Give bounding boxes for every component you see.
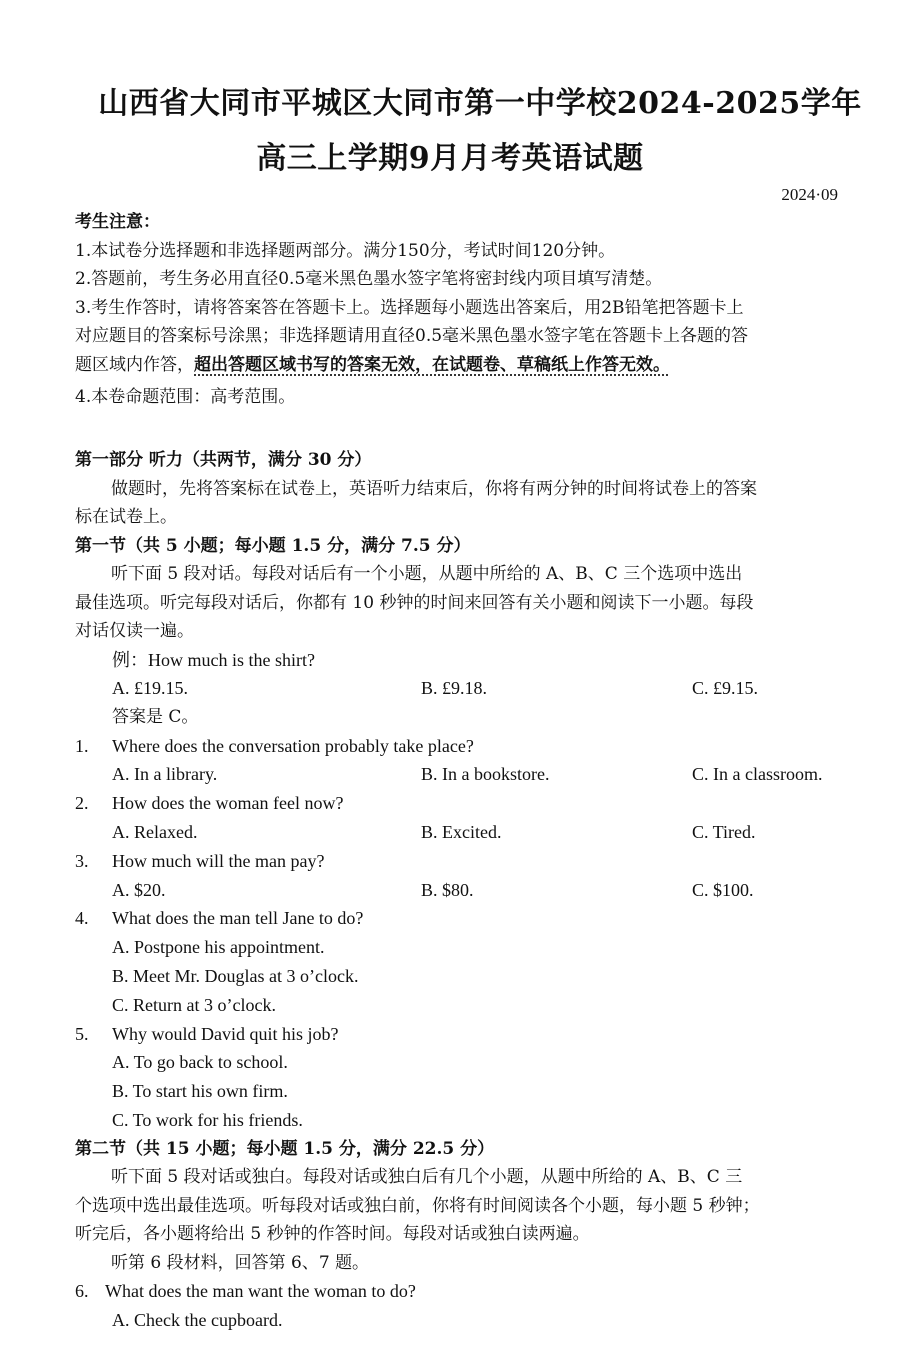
notice-item-2: 2.答题前，考生务必用直径0.5毫米黑色墨水签字笔将密封线内项目填写清楚。 [75, 269, 663, 289]
question-3 [75, 847, 840, 876]
section-two-intro-line1: 听下面 5 段对话或独白。每段对话或独白后有几个小题，从题中所给的 A、B、C 三 [111, 1167, 743, 1188]
option-a: A. To go back to school. [112, 1052, 288, 1073]
notice-item-3-emphasis: 超出答题区域书写的答案无效，在试题卷、草稿纸上作答无效。 [194, 354, 670, 375]
question-2-options [75, 818, 840, 847]
option-a: A. Check the cupboard. [112, 1310, 283, 1331]
section-one-intro-line1: 听下面 5 段对话。每段对话后有一个小题，从题中所给的 A、B、C 三个选项中选出 [111, 564, 743, 584]
option-a: A. In a library. [112, 764, 218, 785]
question-text: Why would David quit his job? [112, 1023, 339, 1044]
option-b: B. Excited. [421, 821, 502, 842]
notice-item-3-plain: 题区域内作答， [75, 354, 194, 375]
part-one-heading: 第一部分 听力（共两节，满分 30 分） [75, 450, 372, 470]
section-one-intro-line2: 最佳选项。听完每段对话后，你都有 10 秒钟的时间来回答有关小题和阅读下一小题。每段 [75, 592, 754, 613]
question-number: 5. [75, 1023, 89, 1044]
notice-item-4: 4.本卷命题范围：高考范围。 [75, 387, 296, 407]
option-c: C. $100. [692, 879, 754, 900]
option-a: A. Relaxed. [112, 821, 198, 842]
section-two-intro-line2: 个选项中选出最佳选项。听每段对话或独白前，你将有时间阅读各个小题，每小题 5 秒钟； [75, 1195, 760, 1216]
notice-item-3-line1: 3.考生作答时，请将答案答在答题卡上。选择题每小题选出答案后，用2B铅笔把答题卡上 [75, 297, 744, 318]
option-a: A. Postpone his appointment. [112, 937, 325, 958]
part-one-intro-line2: 标在试卷上。 [75, 507, 177, 527]
exam-date: 2024·09 [781, 185, 838, 204]
exam-title-line1: 山西省大同市平城区大同市第一中学校2024-2025学年 [98, 86, 862, 121]
question-number: 2. [75, 793, 89, 814]
question-number: 3. [75, 850, 89, 871]
section-two-intro-line3: 听完后，各小题将给出 5 秒钟的作答时间。每段对话或独白读两遍。 [75, 1224, 590, 1245]
question-text: What does the man want the woman to do? [105, 1281, 416, 1302]
option-b: B. In a bookstore. [421, 764, 550, 785]
option-c: C. To work for his friends. [112, 1109, 303, 1130]
question-text: Where does the conversation probably take place? [112, 735, 474, 756]
question-number: 4. [75, 908, 89, 929]
notice-item-1: 1.本试卷分选择题和非选择题两部分。满分150分，考试时间120分钟。 [75, 240, 616, 261]
option-c: C. Tired. [692, 821, 756, 842]
question-5 [75, 1020, 840, 1049]
section-two-heading: 第二节（共 15 小题；每小题 1.5 分，满分 22.5 分） [75, 1138, 495, 1159]
question-text: How much will the man pay? [112, 850, 325, 871]
notice-item-3-line2: 对应题目的答案标号涂黑；非选择题请用直径0.5毫米黑色墨水签字笔在答题卡上各题的答 [75, 326, 749, 346]
option-b: B. To start his own firm. [112, 1081, 288, 1102]
question-3-options [75, 876, 840, 905]
question-2 [75, 789, 840, 818]
example-options [75, 674, 840, 703]
option-b: B. $80. [421, 879, 474, 900]
example-option-c: C. £9.15. [692, 678, 759, 699]
question-1 [75, 732, 840, 761]
section-one-heading: 第一节（共 5 小题；每小题 1.5 分，满分 7.5 分） [75, 535, 471, 556]
part-one-intro-line1: 做题时，先将答案标在试卷上，英语听力结束后，你将有两分钟的时间将试卷上的答案 [111, 478, 757, 499]
example-option-a: A. £19.15. [112, 678, 188, 699]
notice-heading: 考生注意： [75, 212, 160, 232]
question-5-option-a-row [75, 1048, 840, 1077]
question-text: What does the man tell Jane to do? [112, 908, 364, 929]
section-one-intro-line3: 对话仅读一遍。 [75, 621, 194, 641]
question-text: How does the woman feel now? [112, 793, 344, 814]
option-c: C. Return at 3 o’clock. [112, 994, 276, 1015]
question-4-option-a-row [75, 933, 840, 962]
material-6-instruction: 听第 6 段材料，回答第 6、7 题。 [111, 1252, 370, 1273]
option-b: B. Meet Mr. Douglas at 3 o’clock. [112, 965, 359, 986]
question-4 [75, 904, 840, 933]
question-5-option-b-row [75, 1077, 840, 1106]
example-answer: 答案是 C。 [112, 707, 199, 728]
option-c: C. In a classroom. [692, 764, 823, 785]
option-a: A. $20. [112, 879, 166, 900]
notice-item-3-line3 [75, 351, 840, 380]
question-4-option-b-row [75, 962, 840, 991]
question-4-option-c-row [75, 991, 840, 1020]
candidate-notice [75, 208, 840, 412]
question-number: 6. [75, 1281, 89, 1302]
part-one [75, 446, 840, 1335]
question-1-options [75, 760, 840, 789]
question-6 [75, 1277, 840, 1306]
example-question: 例：How much is the shirt? [112, 649, 315, 670]
question-5-option-c-row [75, 1106, 840, 1135]
question-6-option-a-row [75, 1306, 840, 1335]
question-number: 1. [75, 735, 89, 756]
example-option-b: B. £9.18. [421, 678, 488, 699]
exam-title-line2: 高三上学期9月月考英语试题 [256, 141, 644, 176]
